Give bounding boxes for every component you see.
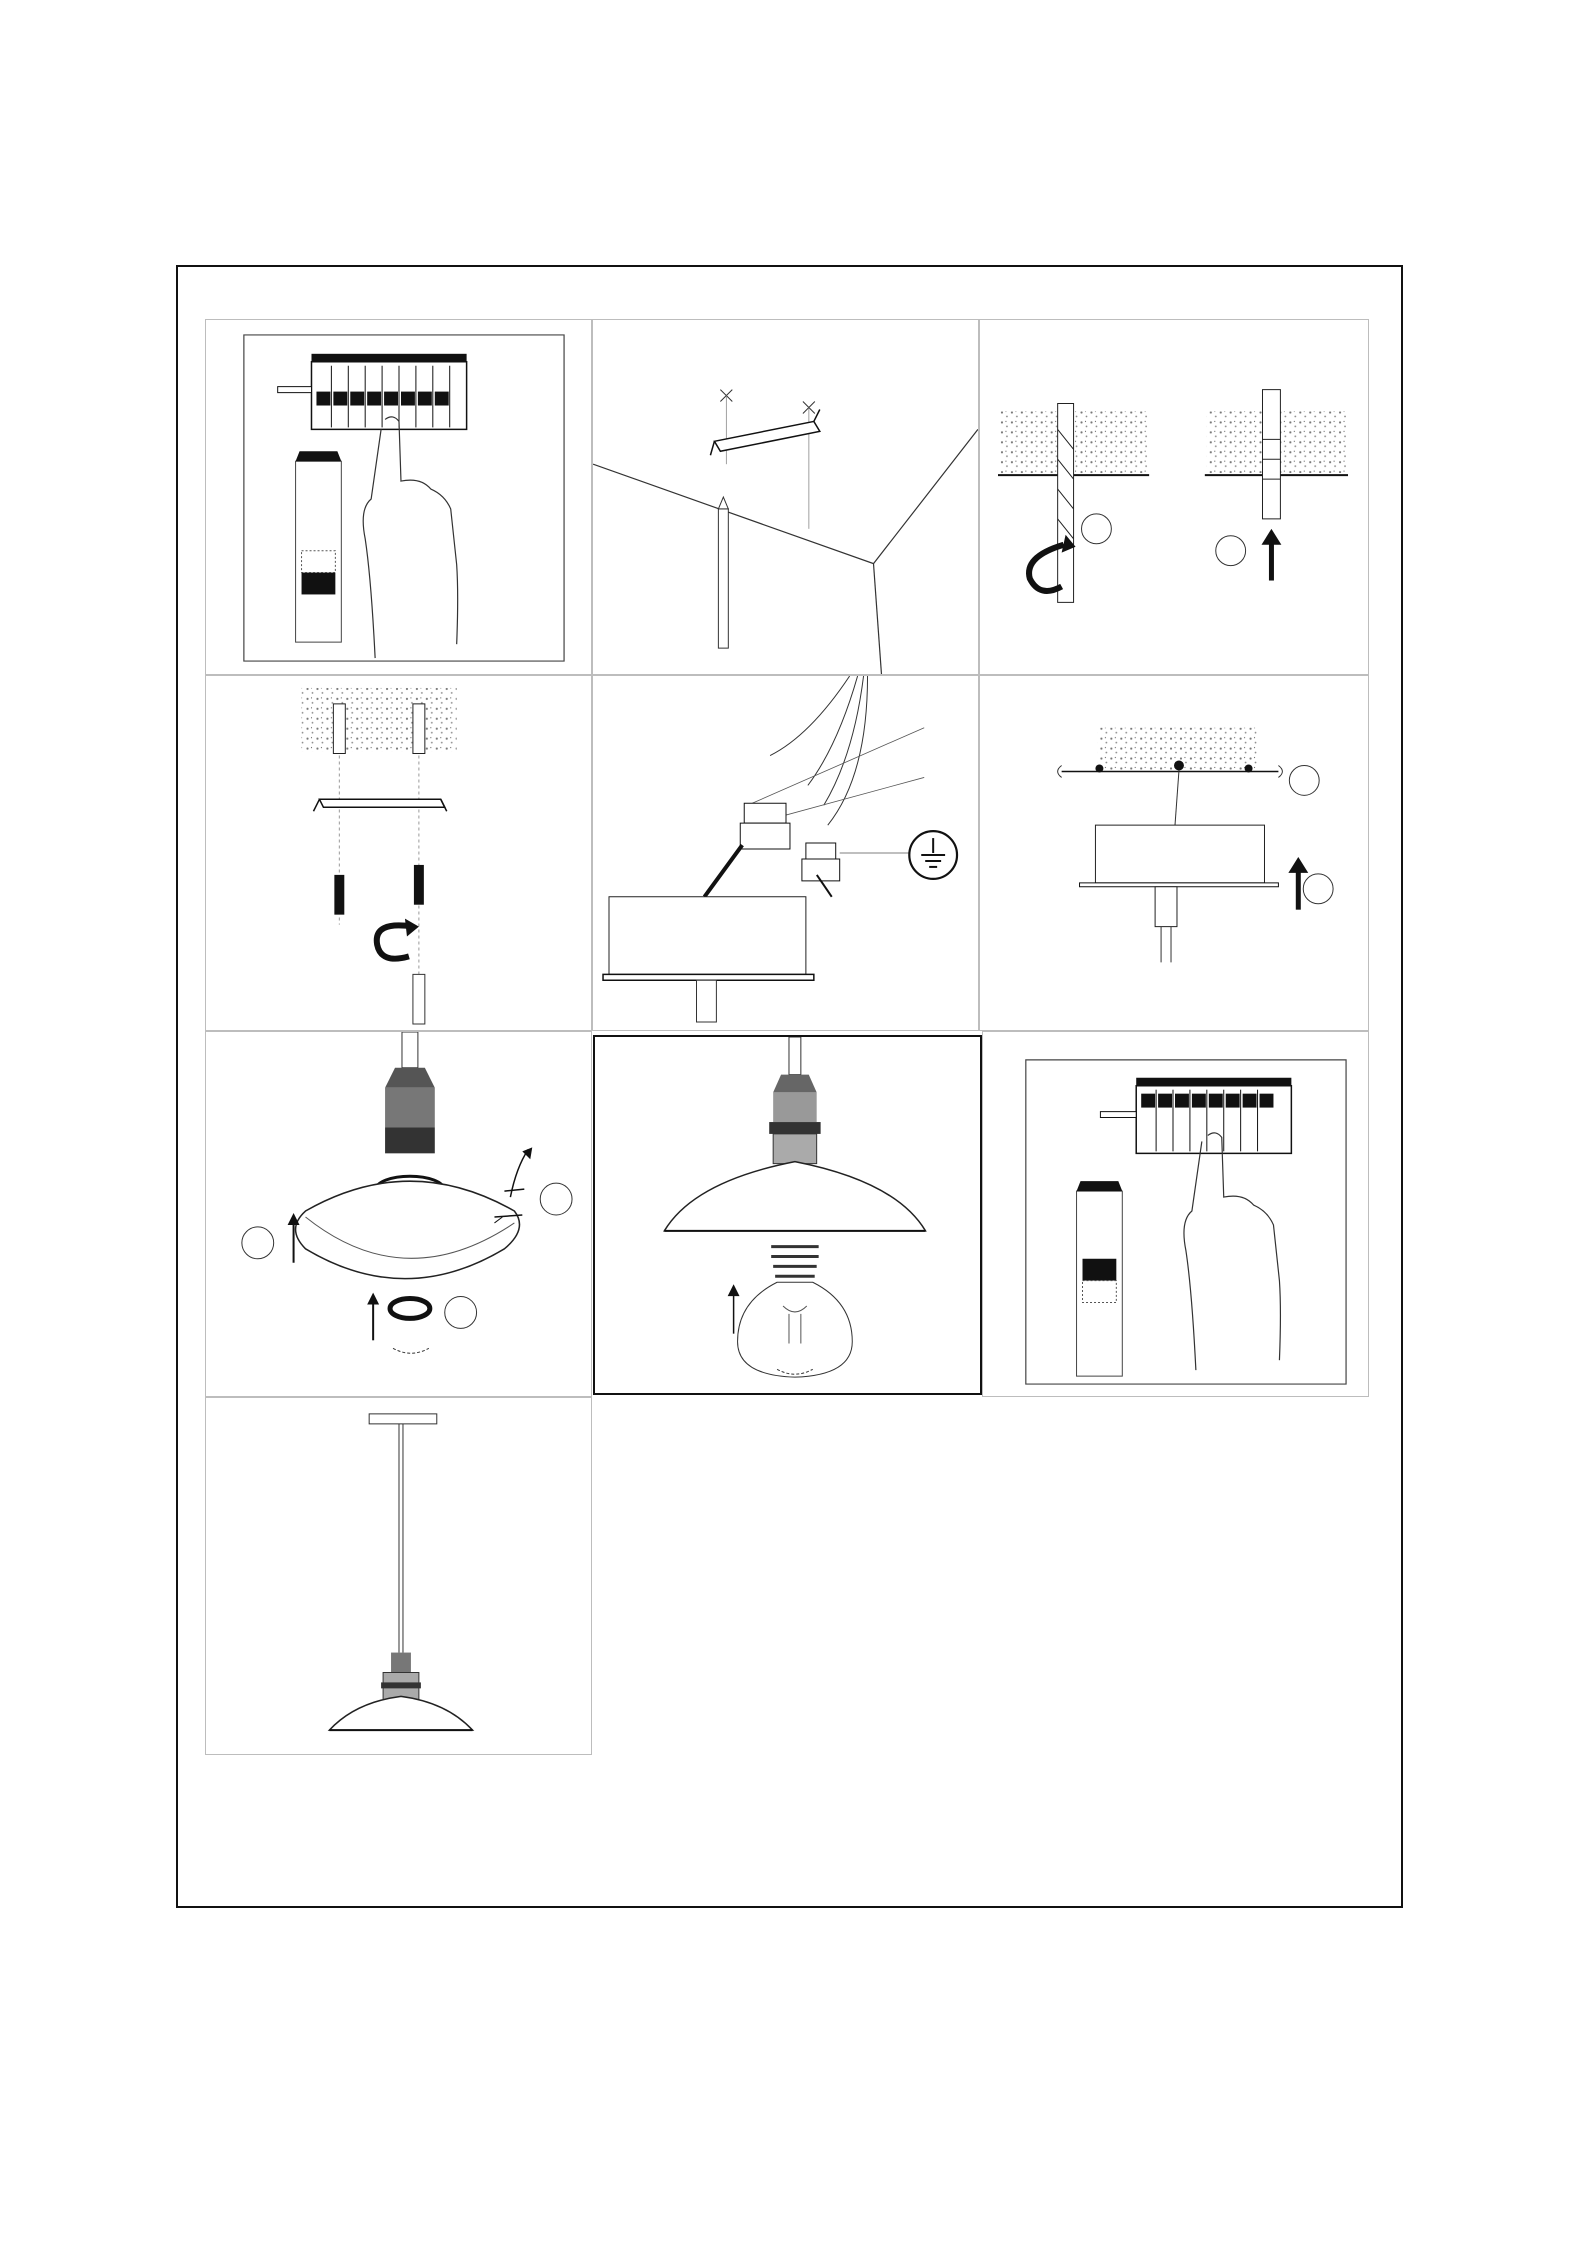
- panel-step-2-mark-holes: [592, 319, 979, 675]
- drill-and-anchor-illustration: [980, 320, 1368, 674]
- breaker-on-illustration: [983, 1032, 1368, 1396]
- insert-bulb-illustration: [595, 1037, 980, 1393]
- mark-holes-illustration: [593, 320, 978, 674]
- breaker-off-illustration: [206, 320, 591, 674]
- panel-step-1-breaker-off: [205, 319, 592, 675]
- panel-step-4-screw-bracket: [205, 675, 592, 1031]
- panel-step-9-breaker-on: [982, 1031, 1369, 1397]
- panel-step-10-finished-lamp: [205, 1397, 592, 1755]
- panel-step-8-insert-bulb: [593, 1035, 982, 1395]
- panel-step-6-fix-canopy: [979, 675, 1369, 1031]
- screw-bracket-illustration: [206, 676, 591, 1030]
- finished-lamp-illustration: [206, 1398, 591, 1754]
- assemble-shade-illustration: [206, 1032, 591, 1396]
- panel-step-7-assemble-shade: [205, 1031, 592, 1397]
- fix-canopy-illustration: [980, 676, 1368, 1030]
- panel-step-5-connect-wires: [592, 675, 979, 1031]
- panel-step-3-drill: [979, 319, 1369, 675]
- connect-wires-illustration: [593, 676, 978, 1030]
